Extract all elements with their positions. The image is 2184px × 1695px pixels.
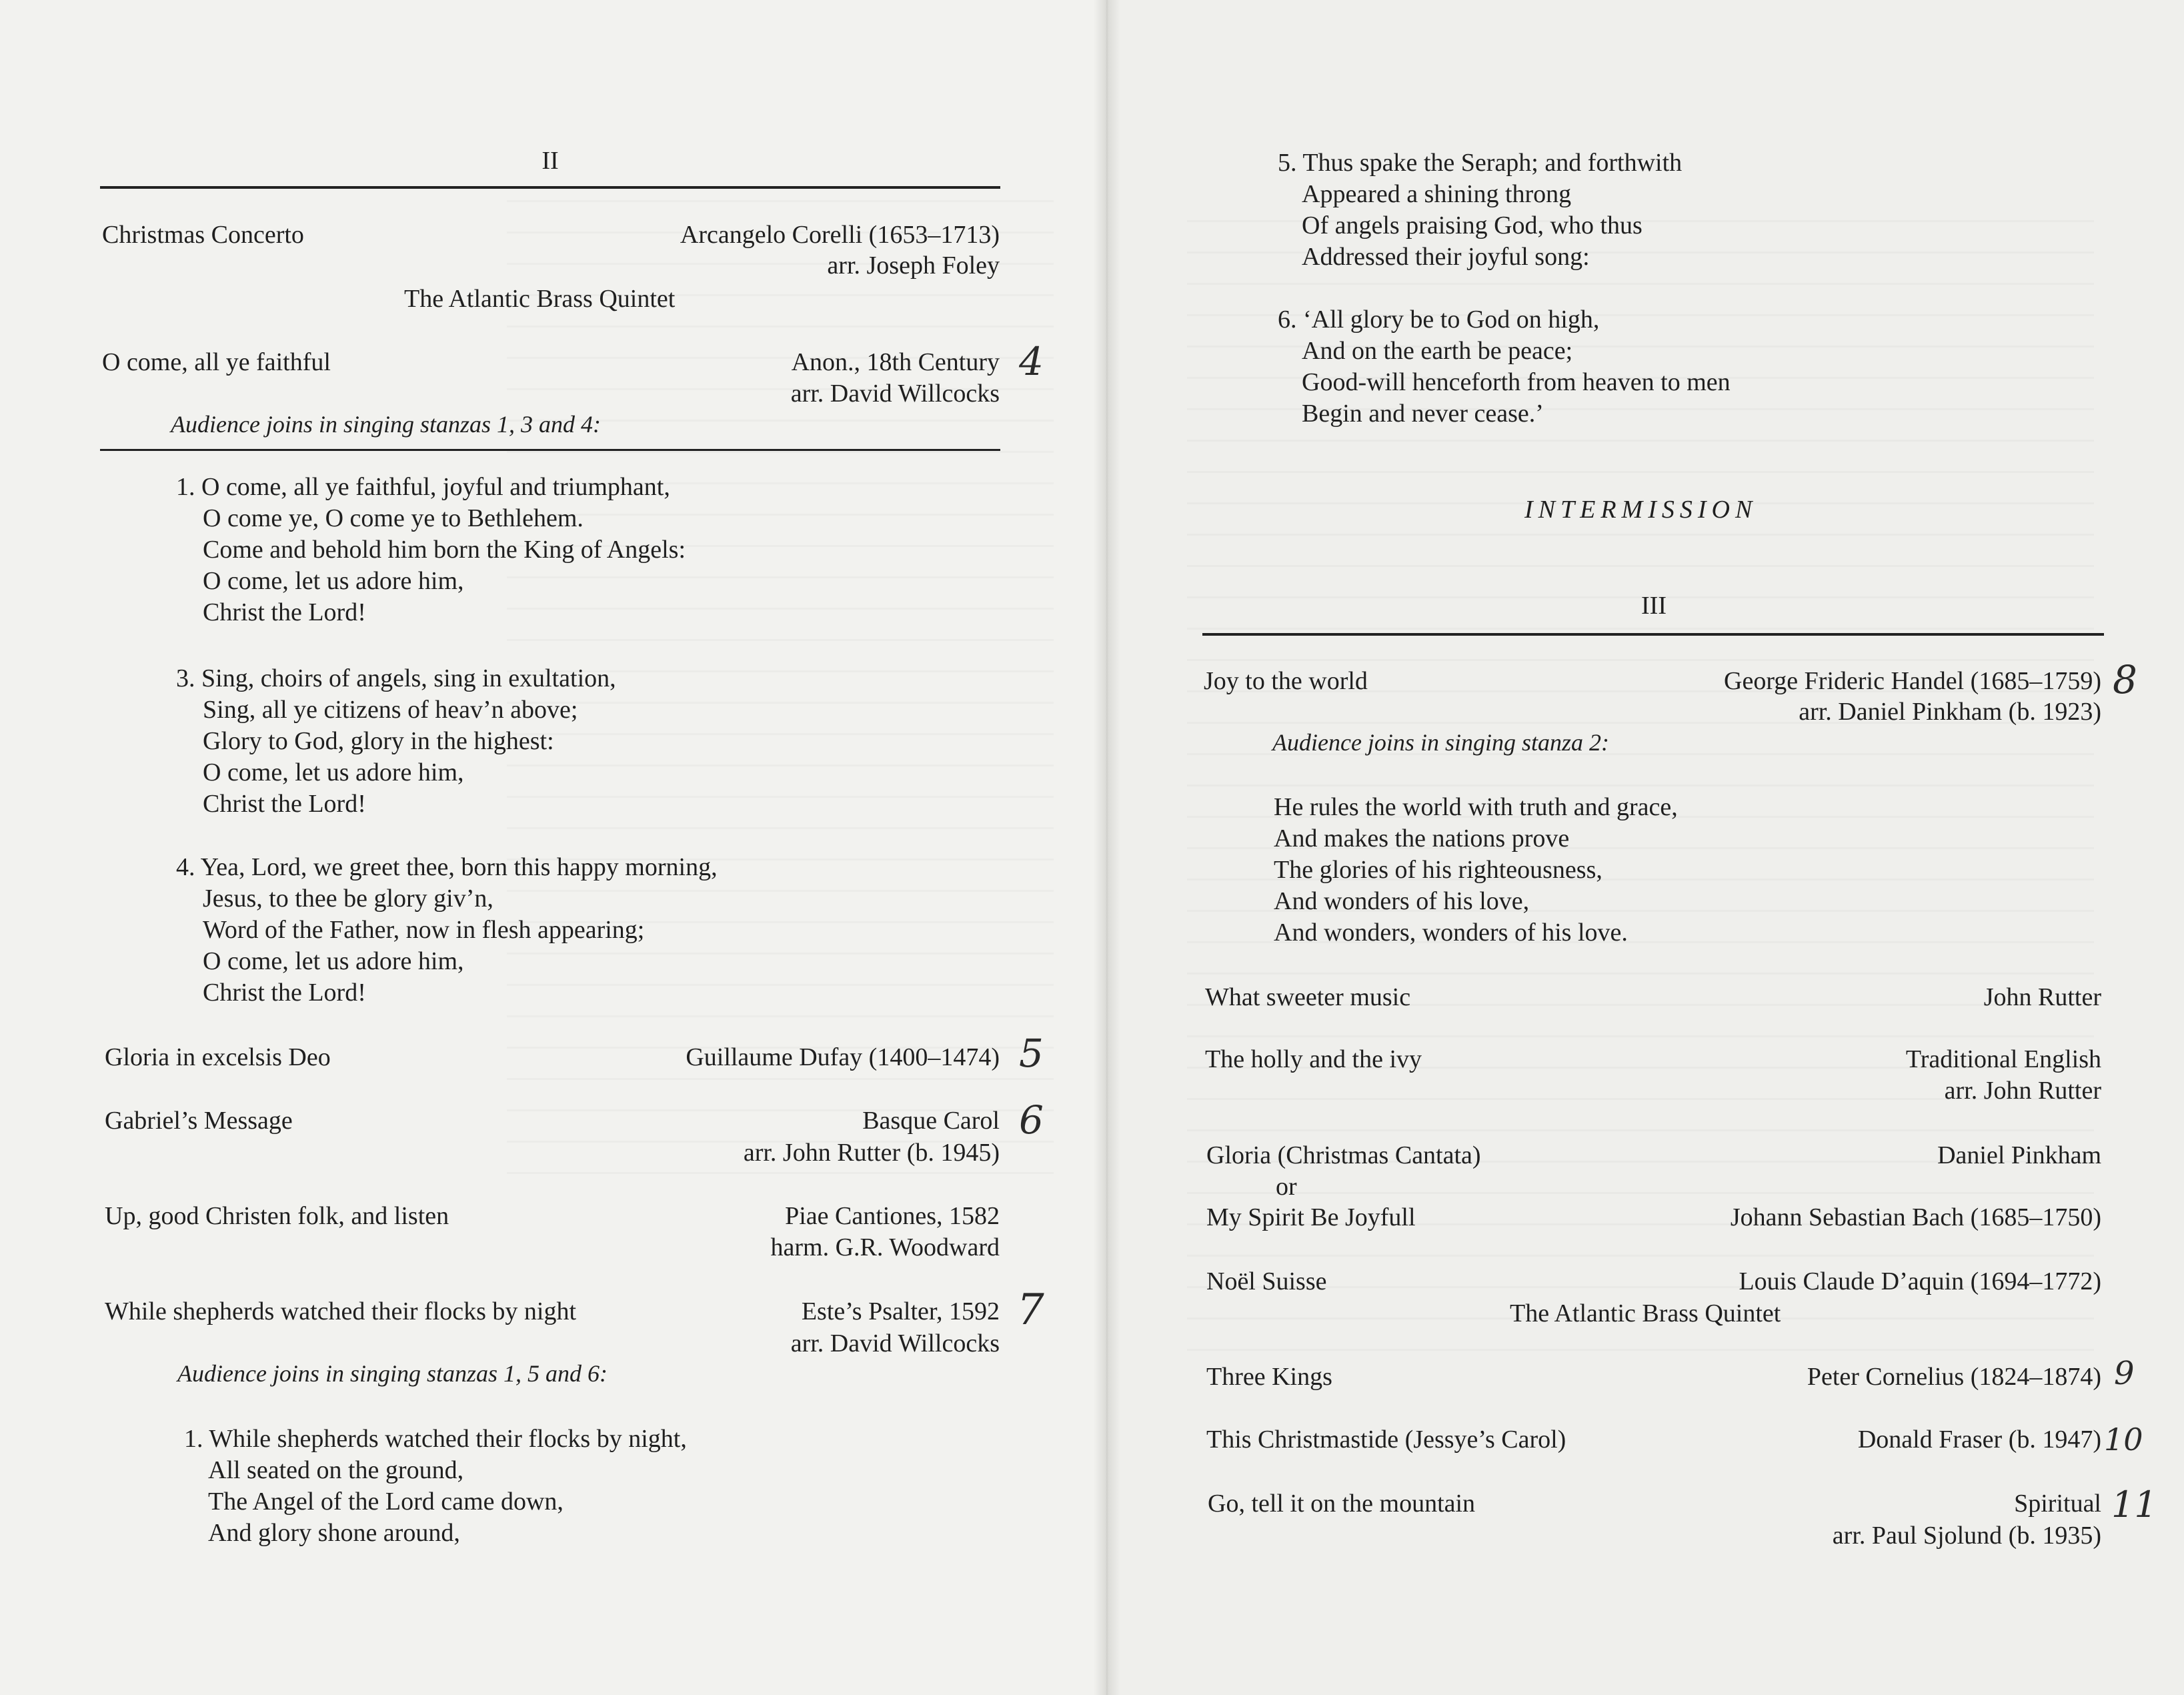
program-arranger: arr. John Rutter (b. 1945) — [743, 1139, 1000, 1167]
lyrics-stanza: 4. Yea, Lord, we greet thee, born this happy morning, Jesus, to thee be glory giv’n, Word of the Father, now in flesh appearing; O come, let us adore him, Christ the Lord! — [176, 853, 718, 1007]
lyrics-stanza: 1. While shepherds watched their flocks by night, All seated on the ground, The Angel of the Lord came down, And glory shone around, — [184, 1425, 687, 1547]
program-composer: Basque Carol — [862, 1107, 1000, 1135]
lyrics-stanza: He rules the world with truth and grace, And makes the nations prove The glories of his righteousness, And wonders of his love, And wonders, wonders of his love. — [1274, 793, 1678, 947]
program-title: Gloria (Christmas Cantata) — [1206, 1141, 1481, 1169]
program-composer: Guillaume Dufay (1400–1474) — [686, 1043, 1000, 1071]
program-arranger: arr. Daniel Pinkham (b. 1923) — [1799, 698, 2101, 726]
handwritten-number: 11 — [2111, 1484, 2157, 1526]
program-title: Christmas Concerto — [102, 221, 304, 249]
program-title: O come, all ye faithful — [102, 348, 331, 376]
program-arranger: harm. G.R. Woodward — [770, 1233, 1000, 1261]
audience-note: Audience joins in singing stanza 2: — [1272, 729, 1609, 756]
audience-note: Audience joins in singing stanzas 1, 3 and 4: — [171, 411, 601, 438]
program-composer: Traditional English — [1905, 1045, 2101, 1073]
program-title: Three Kings — [1206, 1363, 1332, 1391]
program-arranger: arr. David Willcocks — [790, 380, 1000, 408]
program-title: Up, good Christen folk, and listen — [105, 1202, 449, 1230]
program-composer: Anon., 18th Century — [791, 348, 1000, 376]
program-arranger: arr. Paul Sjolund (b. 1935) — [1832, 1522, 2101, 1550]
handwritten-number: 9 — [2114, 1355, 2135, 1392]
program-composer: Este’s Psalter, 1592 — [801, 1297, 1000, 1325]
program-title: This Christmastide (Jessye’s Carol) — [1206, 1426, 1566, 1454]
divider-rule — [100, 449, 1000, 451]
program-composer: John Rutter — [1983, 983, 2101, 1011]
handwritten-number: 5 — [1019, 1031, 1044, 1076]
handwritten-number: 6 — [1019, 1097, 1044, 1143]
program-performer: The Atlantic Brass Quintet — [404, 285, 676, 313]
program-title: Joy to the world — [1204, 667, 1368, 695]
lyrics-stanza: 6. ‘All glory be to God on high, And on the earth be peace; Good-will henceforth from heaven to men Begin and never cease.’ — [1278, 306, 1731, 428]
program-arranger: arr. Joseph Foley — [827, 251, 1000, 279]
program-composer: Donald Fraser (b. 1947) — [1857, 1426, 2101, 1454]
program-title: Go, tell it on the mountain — [1208, 1490, 1476, 1518]
program-composer: Daniel Pinkham — [1937, 1141, 2101, 1169]
handwritten-number: 10 — [2104, 1422, 2143, 1458]
program-title: The holly and the ivy — [1205, 1045, 1422, 1073]
program-performer: The Atlantic Brass Quintet — [1510, 1299, 1781, 1327]
program-composer: Peter Cornelius (1824–1874) — [1807, 1363, 2101, 1391]
program-title: My Spirit Be Joyfull — [1206, 1203, 1416, 1231]
handwritten-number: 7 — [1017, 1285, 1044, 1335]
program-composer: Arcangelo Corelli (1653–1713) — [680, 221, 1000, 249]
page-fold — [1094, 0, 1120, 1695]
program-title: Gloria in excelsis Deo — [105, 1043, 331, 1071]
audience-note: Audience joins in singing stanzas 1, 5 and 6: — [177, 1360, 608, 1387]
program-title: What sweeter music — [1205, 983, 1411, 1011]
section-heading-ii: II — [541, 147, 559, 175]
program-title: While shepherds watched their flocks by night — [105, 1297, 577, 1325]
program-composer: Louis Claude D’aquin (1694–1772) — [1739, 1267, 2101, 1295]
program-or: or — [1276, 1173, 1297, 1201]
section-rule-ii — [100, 186, 1000, 189]
program-title: Noël Suisse — [1206, 1267, 1327, 1295]
intermission-heading: INTERMISSION — [1524, 496, 1758, 524]
section-rule-iii — [1202, 633, 2104, 636]
lyrics-stanza: 5. Thus spake the Seraph; and forthwith Appeared a shining throng Of angels praising God, who thus Addressed their joyful song: — [1278, 149, 1683, 271]
handwritten-number: 8 — [2113, 657, 2137, 702]
program-arranger: arr. John Rutter — [1944, 1077, 2101, 1105]
program-composer: Johann Sebastian Bach (1685–1750) — [1730, 1203, 2101, 1231]
program-composer: Spiritual — [2014, 1490, 2101, 1518]
program-composer: George Frideric Handel (1685–1759) — [1724, 667, 2101, 695]
program-arranger: arr. David Willcocks — [790, 1329, 1000, 1357]
lyrics-stanza: 1. O come, all ye faithful, joyful and triumphant, O come ye, O come ye to Bethlehem. Come and behold him born the King of Angels: O come, let us adore him, Christ the Lord! — [176, 473, 686, 626]
lyrics-stanza: 3. Sing, choirs of angels, sing in exultation, Sing, all ye citizens of heav’n above; Glory to God, glory in the highest: O come, let us adore him, Christ the Lord! — [176, 664, 616, 818]
program-composer: Piae Cantiones, 1582 — [785, 1202, 1000, 1230]
program-title: Gabriel’s Message — [105, 1107, 293, 1135]
handwritten-number: 4 — [1019, 339, 1044, 384]
section-heading-iii: III — [1641, 592, 1667, 620]
